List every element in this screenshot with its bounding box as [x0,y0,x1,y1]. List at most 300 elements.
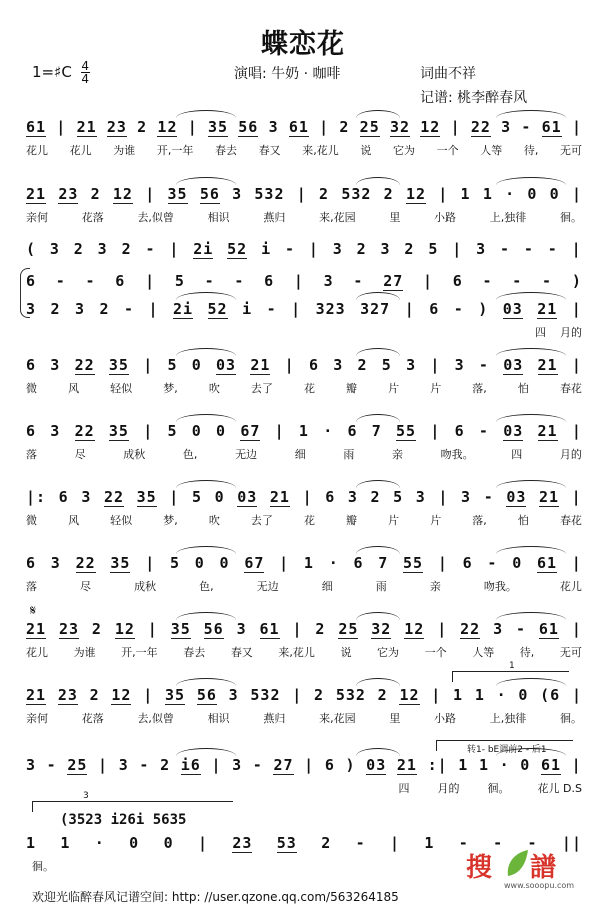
note: 0 [214,488,225,506]
barline: | [291,300,302,318]
lyric: 来,花园 [319,211,356,224]
lyric: 里 [389,211,401,224]
barline: | [56,118,67,136]
note: 3 [75,300,86,318]
barline: | [571,554,582,572]
note: 12 [405,185,426,203]
note: 0 [216,422,227,440]
lyrics-line [26,142,582,158]
barline: | [145,272,156,290]
tie-slur [176,678,236,686]
tie-slur [496,546,566,554]
lyric: 春去 [215,144,237,157]
tie-slur [356,546,400,554]
lyric: 为谁 [113,144,136,157]
note: 1 [303,554,314,572]
barline: | [571,300,582,318]
lyric: 开,一年 [121,646,158,659]
svg-text:譜: 譜 [530,853,557,883]
note: · [496,686,507,704]
note: 2 [90,185,101,203]
lyric: 片 [430,382,442,395]
lyric: 燕归 [263,211,286,224]
barline: | [571,756,582,774]
barline: | [304,756,315,774]
note: 0 [194,554,205,572]
tie-slur [356,678,400,686]
tie-slur [176,612,236,620]
note: 2 [160,756,171,774]
note: 35 [110,554,131,572]
note: 21 [396,756,417,774]
note: 3 [415,488,426,506]
lyrics-line [26,324,582,340]
barline: | [571,240,582,258]
note: 61 [540,756,562,774]
note: 0 [219,554,230,572]
tie-slur [496,177,566,185]
note: 5 [393,488,404,506]
note: 5 [169,554,180,572]
note: 5 [167,356,178,374]
note: 61 [26,118,47,136]
barline: | [438,488,449,506]
tie-slur [496,480,566,488]
note: 6 [353,554,364,572]
note: - [204,272,215,290]
note: - [453,300,464,318]
lyric: 它为 [377,646,400,659]
time-signature [81,61,90,84]
note: 56 [238,118,259,136]
lyrics-line [26,710,582,726]
note: - [234,272,245,290]
barline: | [437,620,448,638]
lyric: 燕归 [263,712,286,725]
tie-slur [356,612,400,620]
volta-2 [436,740,573,755]
note: 3 [406,356,417,374]
note: 2 [404,240,415,258]
note: 1 [26,834,37,852]
lyric: 春去 [183,646,206,659]
lyric: 吻我。 [483,580,517,593]
lyric: 四 [511,448,523,461]
barline: | [148,300,159,318]
note: 12 [114,620,135,638]
note: 2 [50,300,61,318]
note: ) [478,300,489,318]
note: 3 [454,356,465,374]
lyric: 花儿 D.S [537,782,582,795]
volta-1 [452,661,569,682]
note: 6 [347,422,358,440]
barline: | [169,240,180,258]
lyric: 亲何 [26,211,48,224]
lyric: 待, [519,646,535,659]
note: 3 [493,620,504,638]
note: 3 [97,240,108,258]
note: - [85,272,96,290]
note: 22 [74,422,95,440]
footer-link[interactable]: 欢迎光临醉春风记谱空间: http: //user.qzone.qq.com/563264185 [32,890,399,904]
note: 35 [207,118,229,136]
barline: | [197,834,208,852]
note: 23 [232,834,253,852]
note: 35 [136,488,157,506]
lyric: 来,花园 [319,712,356,725]
notes-line [26,240,582,259]
note: 6 [454,422,465,440]
note: i [261,240,272,258]
note: 0 [512,554,523,572]
note: 6 [115,272,126,290]
lyric: 花儿 [559,580,582,593]
note: 3 [232,756,243,774]
note: 0 [520,756,531,774]
lyric: 无边 [256,580,279,593]
note: 3 [476,240,487,258]
note: 25 [359,118,380,136]
notes-line [26,686,582,705]
svg-text:搜: 搜 [466,853,493,883]
note: 3 [118,756,129,774]
tie-slur [356,748,400,756]
barline: | [404,300,415,318]
svg-text:www.sooopu.com: www.sooopu.com [504,881,575,890]
note: - [493,834,504,852]
lyric: 一个 [424,646,447,659]
tie-slur [496,414,566,422]
barline: | [292,620,303,638]
lyric: 为谁 [73,646,96,659]
note: 3 [50,356,61,374]
tie-slur [176,110,236,118]
lyric: 月的 [559,448,582,461]
note: - [458,834,469,852]
note: 1 [482,185,493,203]
note: 2 [383,185,394,203]
note: 6 [325,488,336,506]
note: 6 [58,488,69,506]
lyrics-line [26,512,582,528]
note: 35 [108,356,129,374]
note: - [487,554,498,572]
barline: | [319,118,330,136]
lyric: 吻我。 [440,448,474,461]
tie-slur [496,348,566,356]
lyric: 无可 [559,646,582,659]
note: 2 [357,356,368,374]
lyric: 无边 [235,448,258,461]
note: 2i [173,300,194,318]
note: 56 [199,185,220,203]
lyric: 小路 [434,211,457,224]
note: 2 [314,686,325,704]
note: 3 [323,272,334,290]
note: i [242,300,253,318]
note: 532 [335,686,366,704]
note: 27 [383,272,404,290]
note: 56 [203,620,224,638]
note: 21 [539,488,560,506]
notes-line [26,554,582,573]
segno-sign: 𝄋 [30,603,37,619]
note: 532 [254,185,285,203]
note: 03 [506,488,527,506]
note: (6 [540,686,561,704]
barline: | [279,554,290,572]
barline: | [145,554,156,572]
note: 1 [298,422,309,440]
lyric: 落 [26,448,37,461]
barline: | [274,422,285,440]
note: 3 [50,554,61,572]
note: 2 [73,240,84,258]
note: 35 [170,620,191,638]
lyric: 花儿 [69,144,92,157]
barline: | [571,620,582,638]
note: 3 [333,356,344,374]
note: 35 [108,422,129,440]
lyric: 月的 [560,326,582,339]
tie-slur [176,748,236,756]
barline: | [437,554,448,572]
note: 21 [537,422,558,440]
note: 2 [370,488,381,506]
lyrics-line [26,644,582,660]
note: 61 [288,118,309,136]
note: 21 [76,118,97,136]
lyric: 梦, [163,514,178,527]
note: 1 [60,834,71,852]
lyric: 春花 [559,514,582,527]
lyrics-line [26,780,582,796]
note: 2 [99,300,110,318]
note: 2 [339,118,350,136]
lyric: 上,独徘 [489,211,527,224]
barline: | [284,356,295,374]
barline: | [452,240,463,258]
tie-slur [176,546,236,554]
note: 3 [332,240,343,258]
note: - [482,272,493,290]
lyric: 徊。 [559,211,582,224]
notes-line [26,422,582,441]
note: - [252,756,263,774]
note: 0 [129,834,140,852]
note: 56 [196,686,217,704]
note: - [284,240,295,258]
note: 2 [89,686,100,704]
barline: | [438,185,449,203]
time-bottom: 4 [81,72,89,86]
note: 61 [538,620,559,638]
lyric: 落, [472,514,487,527]
lyric: 徊。 [559,712,582,725]
triplet-number: 3 [83,791,89,801]
barline: | [143,356,154,374]
note: 6 [324,756,335,774]
note: 55 [403,554,424,572]
lyric: 片 [430,514,442,527]
note: 53 [276,834,297,852]
note: 3 [347,488,358,506]
lyric: 一个 [436,144,459,157]
note: - [512,272,523,290]
barline: |: [26,488,47,506]
lyric: 色, [199,580,214,593]
note: · [505,185,516,203]
lyric: 成秋 [134,580,157,593]
note: 61 [541,118,562,136]
note: 0 [191,356,202,374]
tie-slur [176,348,236,356]
lyric: 亲 [429,580,441,593]
note: 23 [58,185,79,203]
singer-credit: 演唱: 牛奶 · 咖啡 [234,66,341,82]
note: 21 [26,185,47,203]
note: - [124,300,135,318]
note: i6 [180,756,201,774]
barline: | [143,422,154,440]
lyric: 花儿 [26,646,48,659]
note: 03 [237,488,258,506]
lyric: 怕 [517,382,529,395]
lyric: 来,花儿 [302,144,339,157]
note: - [266,300,277,318]
note: 5 [174,272,185,290]
transcriber-credit: 记谱: 桃李醉春风 [420,90,528,106]
lyric: 细 [321,580,333,593]
note: · [328,554,339,572]
note: 12 [111,686,132,704]
barline: | [143,686,154,704]
lyric: 去了 [250,514,273,527]
note: 0 [527,185,538,203]
lyric: 说 [340,646,352,659]
barline: | [302,488,313,506]
lyric: 开,一年 [156,144,194,157]
writer-credit: 词曲不祥 [420,66,476,82]
note: 23 [106,118,127,136]
note: 2 [315,620,326,638]
sooopu-logo [466,846,586,890]
barline: | [430,356,441,374]
barline: | [169,488,180,506]
note: - [515,620,527,638]
note: 03 [366,756,387,774]
tie-slur [176,292,236,300]
lyric: 轻似 [110,382,133,395]
tie-slur [176,414,236,422]
note: 21 [250,356,271,374]
lyric: 徊。 [487,782,510,795]
lyric: 相识 [207,211,230,224]
lyric: 风 [68,382,80,395]
note: - [353,272,364,290]
note: 6 [26,554,37,572]
note: 3 [236,620,247,638]
lyrics-line [26,380,582,396]
lyric: 吹 [208,514,220,527]
note: 12 [404,620,425,638]
note: 03 [216,356,237,374]
note: 6 [429,300,440,318]
note: ) [571,272,582,290]
note: 2i [193,240,214,258]
tie-slur [356,110,400,118]
lyric: 花 [303,514,315,527]
lyric: 去了 [250,382,273,395]
barline: | [145,185,156,203]
note: 5 [381,356,392,374]
barline: | [292,686,303,704]
note: 0 [163,834,174,852]
tie-slur [176,177,236,185]
note: 67 [240,422,261,440]
lyric: 里 [389,712,401,725]
note: 03 [503,356,524,374]
note: 1 [478,756,489,774]
barline: | [98,756,109,774]
note: 0 [518,686,529,704]
notes-line [26,272,582,291]
lyric: 花 [303,382,315,395]
lyric: 花落 [81,712,104,725]
note: 532 [250,686,281,704]
notes-line [26,756,582,775]
note: 52 [227,240,248,258]
lyric: 片 [388,514,400,527]
note: 35 [167,185,188,203]
barline: | [571,422,582,440]
note: - [521,118,532,136]
note: - [355,834,366,852]
note: 22 [74,356,95,374]
tie-slur [496,292,566,300]
volta-2-label: 转1- bE调前2 - 后1 [467,745,547,755]
note: 35 [165,686,186,704]
lyric: 雨 [375,580,387,593]
note: 32 [371,620,392,638]
tie-slur [356,292,400,300]
note: 2 [137,118,148,136]
lyric: 尽 [80,580,92,593]
barline: | [571,686,582,704]
lyric: 待, [523,144,539,157]
note: 3 [268,118,279,136]
note: 1 [474,686,485,704]
lyric: 吹 [208,382,220,395]
lyric: 微 [26,382,37,395]
barline: | [308,240,319,258]
note: 1 [458,756,469,774]
lyric: 花落 [81,211,104,224]
note: 21 [269,488,290,506]
lyric: 相识 [207,712,230,725]
note: 22 [460,620,481,638]
song-title: 蝶恋花 [261,29,345,60]
lyric: 徊。 [32,860,54,873]
barline: | [296,185,307,203]
notes-line [26,300,582,319]
barline: | [431,686,442,704]
note: ( [26,240,37,258]
note: - [523,240,534,258]
barline: | [571,118,582,136]
note: - [55,272,66,290]
